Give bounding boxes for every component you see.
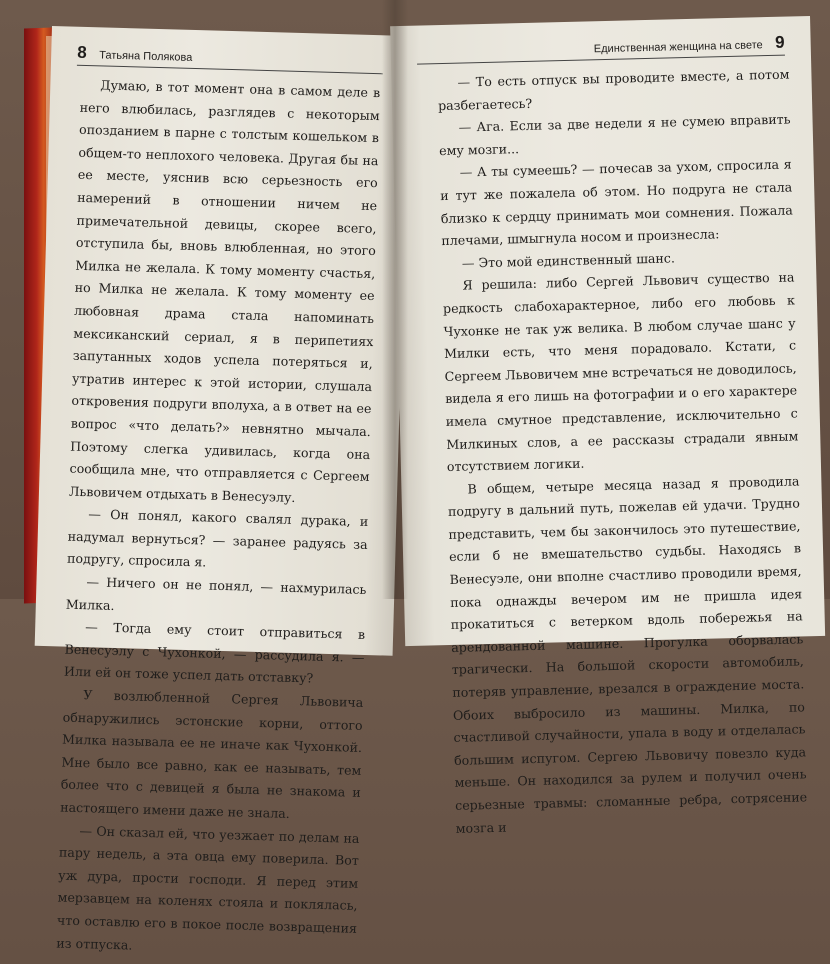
left-page-number: 8: [77, 42, 88, 62]
paragraph: — Он сказал ей, что уезжает по делам на пару недель, а эта овца ему поверила. Вот уж дура, прости господи. Я перед этим мерзавцем на коленях стояла и поклялась, что оставлю его в покое после возвращения из отпуска.: [56, 822, 360, 953]
paragraph: — Ничего он не понял, — нахмурилась Милка.: [65, 574, 367, 613]
right-page-text: [437, 64, 808, 841]
left-page: [35, 26, 410, 953]
left-page-header: [77, 43, 384, 75]
right-running-header: Единственная женщина на свете: [593, 39, 763, 56]
paragraph: — А ты сумеешь? — почесав за ухом, спросила я и тут же пожалела об этом. Но подруга не стала близко к сердцу принимать мои сомнения. Пожала плечами, шмыгнула носом и произнесла:: [440, 156, 793, 249]
paragraph: В общем, четыре месяца назад я проводила подругу в дальний путь, пожелав ей удачи. Трудно представить, чем бы закончилось это путешествие, если б не вмешательство судьбы. Находясь в Венесуэле, они вполне счастливо проводили время, пока однажды вечером им не пришла идея прокатиться с ветерком вдоль побережья на арендованной машине. Прогулка оборвалась трагически. На большой скорости автомобиль, потеряв управление, врезался в ограждение моста. Обоих выбросило из машины. Милка, по счастливой случайности, упала в воду и отделалась большим испугом. Сергею Львовичу повезло куда меньше. Он находился за рулем и получил очень серьезные травмы: сломанные ребра, сотрясение мозга и: [447, 473, 808, 836]
right-page-number: 9: [774, 32, 785, 52]
left-running-header: Татьяна Полякова: [99, 49, 193, 64]
right-page-header: [417, 33, 785, 65]
paragraph: — Он понял, какого свалял дурака, и надумал вернуться? — заранее радуясь за подругу, спросила я.: [66, 506, 369, 570]
paragraph: — Ага. Если за две недели я не сумею вправить ему мозги...: [438, 111, 791, 158]
right-page: [390, 16, 825, 836]
paragraph: — То есть отпуск вы проводите вместе, а потом разбегаетесь?: [437, 66, 790, 113]
paragraph: Я решила: либо Сергей Львович существо на редкость слабохарактерное, либо его любовь к Чухонке не так уж велика. В любом случае шанс у Милки есть, что меня порадовало. Кстати, с Сергеем Львовичем мне встречаться не доводилось, видела я его лишь на фотографии и о его характере имела смутное представление, исключительно с Милкиных слов, а ее рассказы страдали явным отсутствием логики.: [442, 269, 799, 475]
book-spine-shadow: [382, 0, 408, 599]
paragraph: Думаю, в тот момент она в самом деле в него влюбилась, разглядев с некоторым опозданием в парне с толстым кошельком в общем-то неплохого человека. Другая бы на ее месте, уяснив всю серьезность его намерений в отношении ничем не примечательной девицы, скорее всего, отступила бы, вновь влюбленная, но этого Милка не желала. К тому моменту счастья, но Милка не желала. К тому моменту ее любовная драма стала напоминать мексиканский сериал, я в перипетиях запутанных ходов успела потеряться и, утратив интерес к этой истории, слушала откровения подруги вполуха, а в ответ на ее вопрос «что делать?» невнятно мычала. Поэтому слегка удивилась, когда она сообщила мне, что отправляется с Сергеем Львовичем отдыхать в Венесуэлу.: [68, 77, 381, 505]
paragraph: — Это мой единственный шанс.: [461, 250, 676, 271]
left-page-text: [56, 74, 380, 963]
paragraph: У возлюбленной Сергея Львовича обнаружились эстонские корни, оттого Милка называла ее не иначе как Чухонкой. Мне было все равно, как ее называть, тем более что с девицей я была не знакома и настоящего имени даже не знала.: [59, 687, 364, 821]
paragraph: — Тогда ему стоит отправиться в Венесуэлу с Чухонкой, — рассудила я. — Или ей он тоже успел дать отставку?: [63, 619, 366, 686]
